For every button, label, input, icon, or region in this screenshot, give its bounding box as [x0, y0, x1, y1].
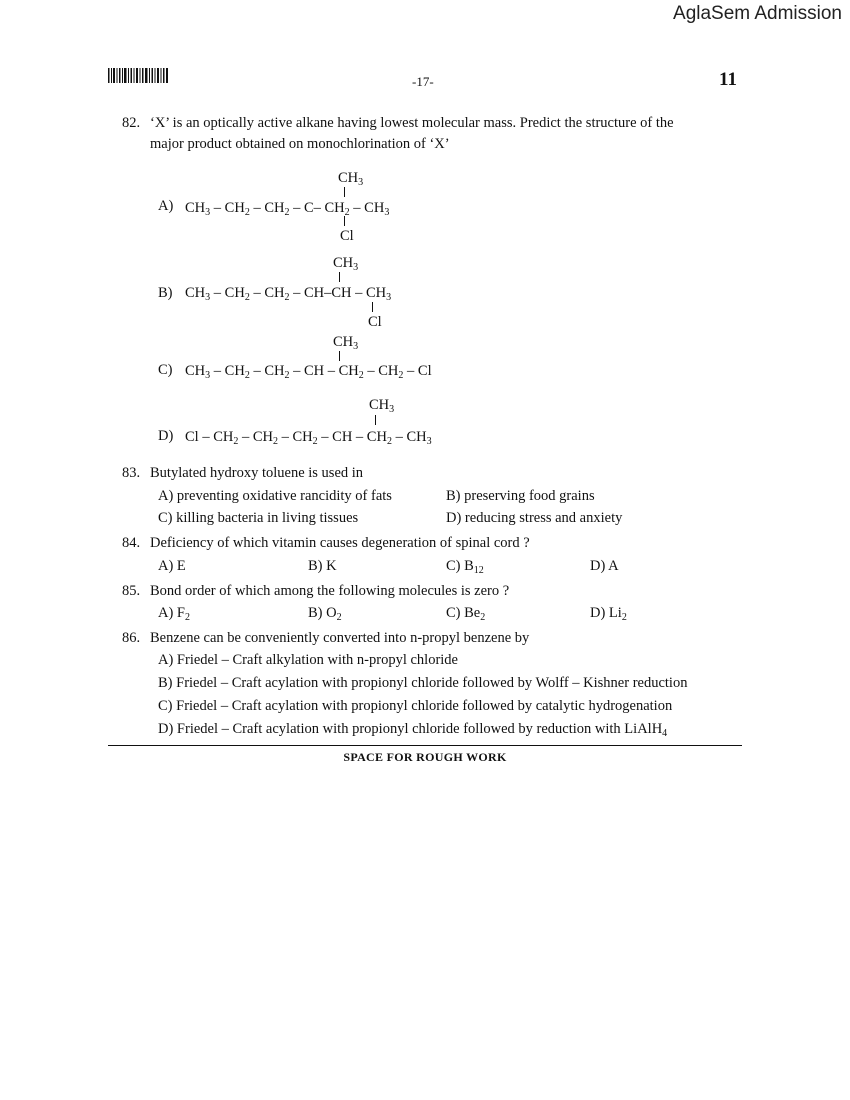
- bond-line: [372, 302, 373, 312]
- option-b: B) K: [308, 558, 337, 574]
- option-d-structure: Cl – $CH_2 - CH_2 - CH_2$ – CH – $CH_2 - CH_3$: [185, 429, 432, 447]
- option-c: C) Friedel – Craft acylation with propionyl chloride followed by catalytic hydrogenation: [158, 698, 673, 714]
- question-number: 83.: [122, 465, 141, 481]
- question-number: 85.: [122, 583, 141, 599]
- option-a: A) $F_2$: [158, 605, 190, 623]
- substituent-cl: Cl: [340, 228, 354, 244]
- question-text: Butylated hydroxy toluene is used in: [150, 465, 364, 481]
- question-text: Benzene can be conveniently converted into n-propyl benzene by: [150, 630, 530, 646]
- substituent-ch3: $CH_3$: [369, 397, 395, 415]
- page-number: -17-: [412, 74, 434, 89]
- question-86: [122, 630, 529, 647]
- option-a: A) E: [158, 558, 186, 574]
- bond-line: [375, 415, 376, 425]
- option-d: D) $Li_2$: [590, 605, 627, 623]
- question-text: Deficiency of which vitamin causes degeneration of spinal cord ?: [150, 535, 530, 551]
- option-b: B) Friedel – Craft acylation with propionyl chloride followed by Wolff – Kishner reduction: [158, 675, 688, 691]
- option-a-structure: $CH_3 - CH_2 - CH_2 - C-$ $CH_2 - CH_3$: [185, 200, 390, 218]
- barcode-icon: [108, 68, 168, 83]
- watermark: AglaSem Admission: [673, 3, 842, 24]
- option-b-structure: $CH_3 - CH_2 - CH_2 - CH-CH - CH_3$: [185, 285, 392, 303]
- option-c: C) $Be_2$: [446, 605, 486, 623]
- substituent-ch3: $CH_3$: [338, 170, 364, 188]
- bond-line: [344, 187, 345, 197]
- option-d: D) A: [590, 558, 619, 574]
- question-82-line2: major product obtained on monochlorination of ‘X’: [150, 136, 450, 152]
- question-82: [122, 115, 674, 132]
- option-c: C) $B_{12}$: [446, 558, 484, 576]
- option-c-label: C): [158, 362, 173, 378]
- question-83: [122, 465, 363, 482]
- question-number: 82.: [122, 115, 141, 131]
- option-a: A) preventing oxidative rancidity of fats: [158, 488, 392, 504]
- question-84: [122, 535, 530, 552]
- option-d-label: D): [158, 428, 174, 444]
- bond-line: [344, 216, 345, 226]
- substituent-ch3: $CH_3$: [333, 255, 359, 273]
- question-number: 84.: [122, 535, 141, 551]
- option-b: B) preserving food grains: [446, 488, 595, 504]
- option-a-label: A): [158, 198, 174, 214]
- question-text: ‘X’ is an optically active alkane having lowest molecular mass. Predict the structure of the: [150, 115, 674, 131]
- option-d: D) Friedel – Craft acylation with propionyl chloride followed by reduction with LiAlH$_4$: [158, 721, 668, 739]
- booklet-code: 11: [719, 69, 737, 90]
- divider: [108, 745, 742, 746]
- question-85: [122, 583, 509, 600]
- rough-work-label: SPACE FOR ROUGH WORK: [343, 750, 507, 764]
- option-b: B) $O_2$: [308, 605, 342, 623]
- substituent-cl: Cl: [368, 314, 382, 330]
- question-text: Bond order of which among the following molecules is zero ?: [150, 583, 510, 599]
- option-c-structure: $CH_3 - CH_2 - CH_2$ – CH – $CH_2 - CH_2$ – Cl: [185, 363, 432, 381]
- option-a: A) Friedel – Craft alkylation with n-propyl chloride: [158, 652, 458, 668]
- substituent-ch3: $CH_3$: [333, 334, 359, 352]
- option-b-label: B): [158, 285, 173, 301]
- option-c: C) killing bacteria in living tissues: [158, 510, 359, 526]
- bond-line: [339, 351, 340, 361]
- question-number: 86.: [122, 630, 141, 646]
- option-d: D) reducing stress and anxiety: [446, 510, 623, 526]
- bond-line: [339, 272, 340, 282]
